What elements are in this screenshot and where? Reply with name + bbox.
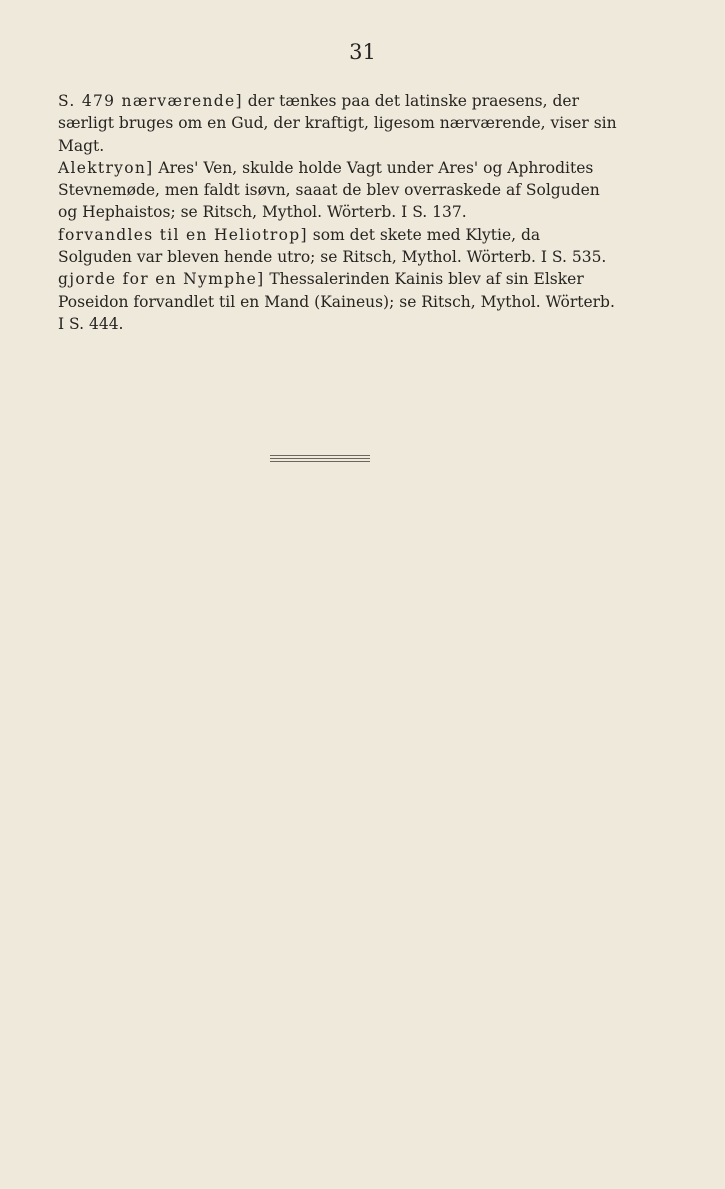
note-text: som det skete med Klytie, da Solguden var bleven hende utro; se Ritsch, Mythol. Wörterb. I S. 535.	[58, 225, 607, 267]
note-text: Ares' Ven, skulde holde Vagt under Ares' og Aphrodites Stevnemøde, men faldt isøvn, saaat de blev overraskede af Solguden og Hephaistos; se Ritsch, Mythol. Wörterb. I S. 137.	[58, 158, 600, 222]
note-lemma: Alektryon]	[58, 158, 154, 177]
divider-line	[270, 458, 370, 459]
section-divider	[270, 455, 370, 464]
note-entry	[58, 157, 618, 224]
note-lemma: gjorde for en Nymphe]	[58, 270, 265, 289]
note-text: Thessalerinden Kainis blev af sin Elsker Poseidon forvandlet til en Mand (Kaineus); se Ritsch, Mythol. Wörterb. I S. 444.	[58, 270, 615, 333]
page-number: 31	[349, 40, 376, 64]
divider-line	[270, 461, 370, 462]
note-entry	[58, 268, 618, 335]
note-lemma: forvandles til en Heliotrop]	[58, 225, 308, 244]
note-entry	[58, 90, 618, 157]
note-lemma: S. 479 nærværende]	[58, 92, 243, 110]
note-entry	[58, 224, 618, 269]
note-text: der tænkes paa det latinske praesens, der særligt bruges om en Gud, der kraftigt, ligesom nærværende, viser sin Magt.	[58, 92, 617, 155]
notes-body	[58, 90, 618, 335]
divider-line	[270, 455, 370, 456]
